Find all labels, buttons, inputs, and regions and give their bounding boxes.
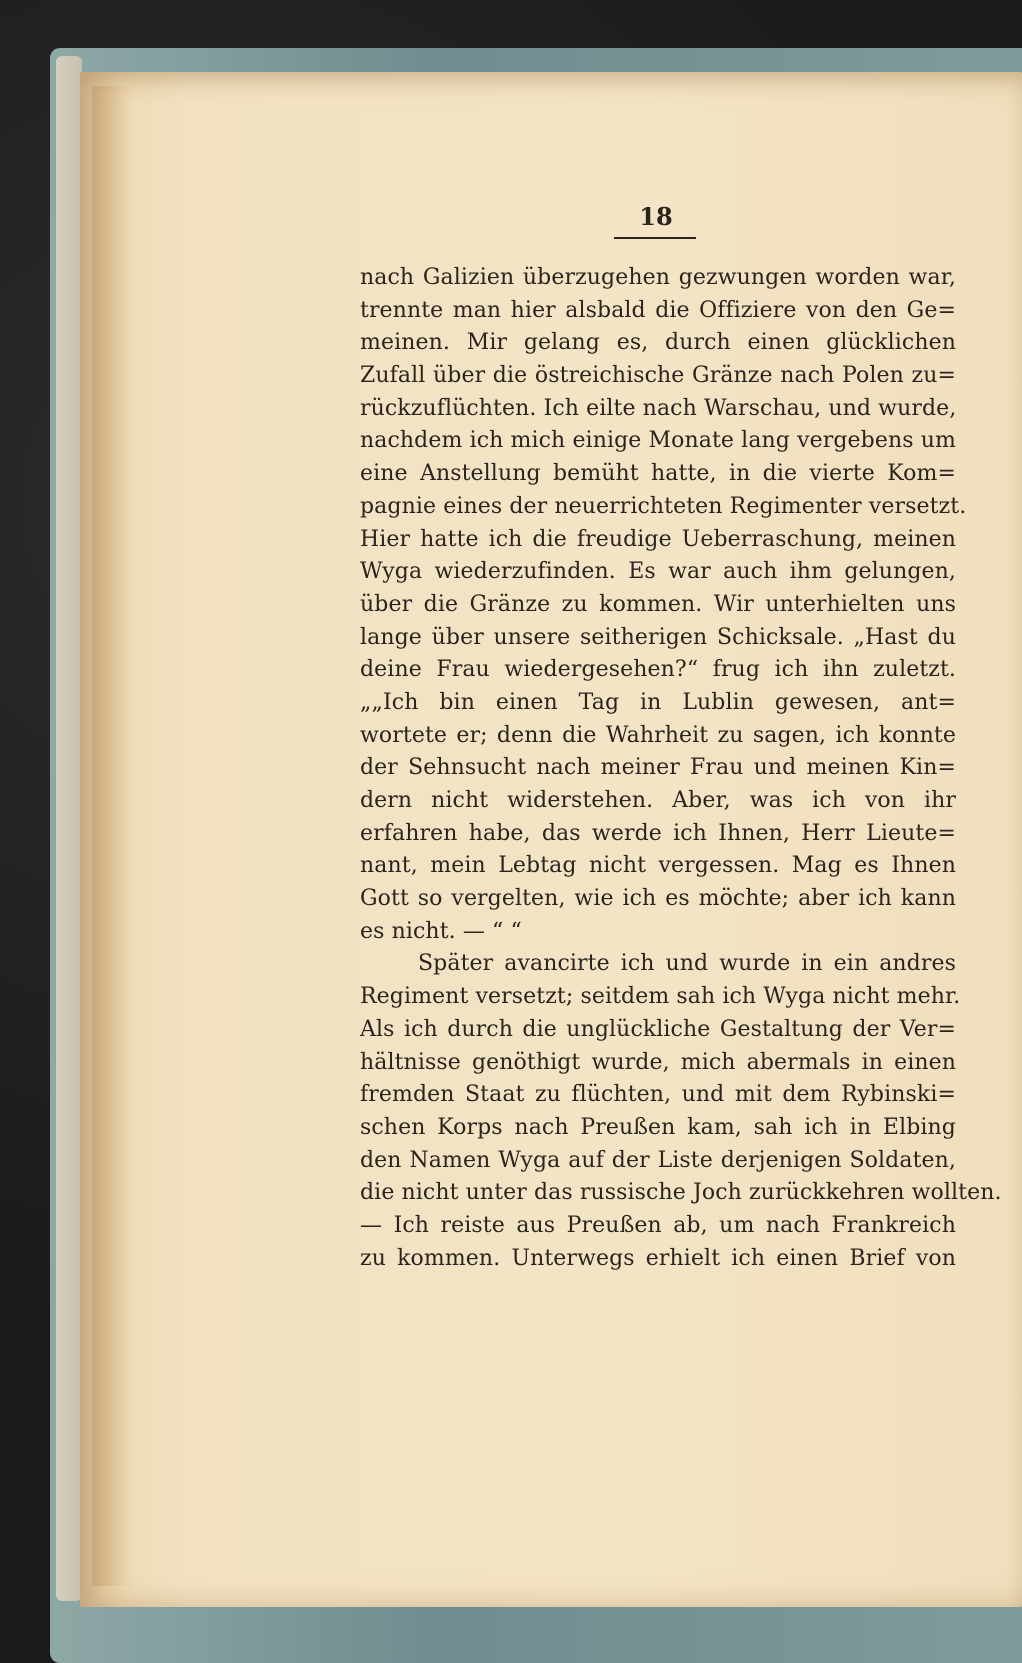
text-line-3: meinen. Mir gelang es, durch einen glücklichen (360, 330, 956, 356)
text-line-22: Später avancirte ich und wurde in ein andres (418, 951, 956, 977)
text-line-20: Gott so vergelten, wie ich es möchte; aber ich kann (360, 886, 956, 912)
text-line-2: trennte man hier alsbald die Offiziere von den Ge= (360, 297, 956, 323)
text-line-8: pagnie eines der neuerrichteten Regimenter versetzt. (360, 493, 967, 519)
text-line-5: rückzuflüchten. Ich eilte nach Warschau, und wurde, (360, 395, 957, 421)
page-gutter-stain (92, 86, 132, 1586)
text-line-12: lange über unsere seitherigen Schicksale. „Hast du (360, 624, 956, 650)
text-line-1: nach Galizien überzugehen gezwungen worden war, (360, 265, 956, 290)
text-line-14: „„Ich bin einen Tag in Lublin gewesen, ant= (360, 689, 956, 715)
text-line-9: Hier hatte ich die freudige Ueberraschung, meinen (360, 526, 956, 552)
text-line-27: schen Korps nach Preußen kam, sah ich in Elbing (360, 1114, 956, 1140)
text-line-26: fremden Staat zu flüchten, und mit dem Rybinski= (360, 1082, 956, 1108)
page-number: 18 (639, 202, 673, 231)
text-line-15: wortete er; denn die Wahrheit zu sagen, ich konnte (360, 722, 956, 748)
text-line-10: Wyga wiederzufinden. Es war auch ihm gelungen, (360, 559, 956, 585)
page-text (360, 262, 1002, 1275)
text-line-25: hältnisse genöthigt wurde, mich abermals in einen (360, 1049, 956, 1075)
text-line-29: die nicht unter das russische Joch zurückkehren wollten. (360, 1180, 1002, 1206)
text-line-18: erfahren habe, das werde ich Ihnen, Herr Lieute= (360, 820, 956, 846)
text-line-19: nant, mein Lebtag nicht vergessen. Mag es Ihnen (360, 853, 956, 879)
text-line-28: den Namen Wyga auf der Liste derjenigen Soldaten, (360, 1147, 956, 1173)
text-line-4: Zufall über die östreichische Gränze nach Polen zu= (360, 363, 956, 389)
text-line-16: der Sehnsucht nach meiner Frau und meinen Kin= (360, 755, 956, 781)
text-line-23: Regiment versetzt; seitdem sah ich Wyga nicht mehr. (360, 984, 961, 1010)
text-line-13: deine Frau wiedergesehen?“ frug ich ihn zuletzt. (360, 657, 956, 683)
book-spine-edge (56, 56, 82, 1601)
text-line-21: es nicht. — “ “ (360, 918, 522, 944)
text-line-24: Als ich durch die unglückliche Gestaltung der Ver= (360, 1016, 956, 1042)
text-line-11: über die Gränze zu kommen. Wir unterhielten uns (360, 591, 956, 617)
text-line-30: — Ich reiste aus Preußen ab, um nach Frankreich (360, 1212, 956, 1238)
text-line-31: zu kommen. Unterwegs erhielt ich einen Brief von (360, 1245, 956, 1271)
text-line-6: nachdem ich mich einige Monate lang vergebens um (360, 428, 956, 454)
text-line-7: eine Anstellung bemüht hatte, in die vierte Kom= (360, 461, 956, 487)
text-line-17: dern nicht widerstehen. Aber, was ich von ihr (360, 788, 956, 813)
page-number-rule (614, 237, 696, 239)
